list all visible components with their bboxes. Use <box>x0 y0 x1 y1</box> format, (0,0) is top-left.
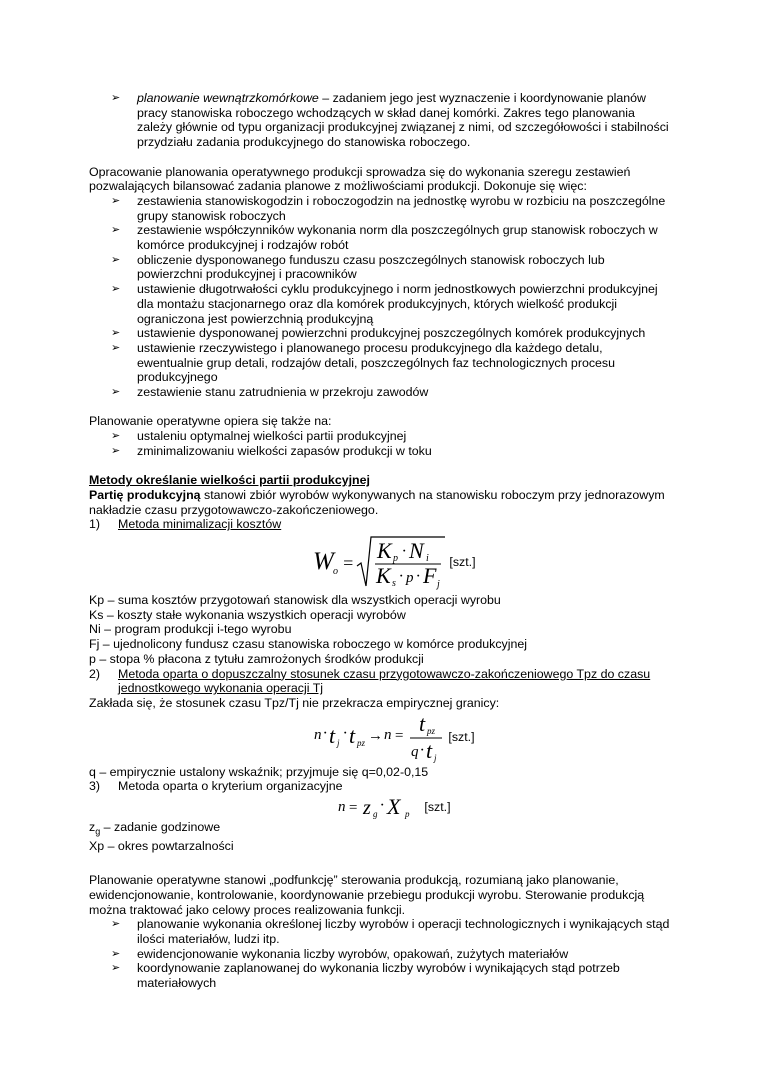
formula-wo <box>89 534 672 590</box>
list-item-text: obliczenie dysponowanego funduszu czasu poszczególnych stanowisk roboczych lub powierzchni produkcyjnej i pracowników <box>137 252 605 282</box>
legend-text: – okres powtarzalności <box>104 839 234 854</box>
list-item <box>89 282 672 326</box>
list-item-text: zminimalizowaniu wielkości zapasów produkcji w toku <box>137 443 432 458</box>
arrow-bullet-icon: ➢ <box>111 92 121 104</box>
formula-legend-line: Ks – koszty stałe wykonania wszystkich operacji wyrobów <box>89 607 406 622</box>
svg-text:X: X <box>387 794 401 820</box>
method-heading <box>89 667 672 696</box>
svg-text:n: n <box>338 799 346 816</box>
list-item-text: zestawienie współczynników wykonania norm dla poszczególnych grup stanowisk roboczych w komórce produkcyjnej i rodzajów robót <box>137 223 658 253</box>
arrow-bullet-icon: ➢ <box>111 444 121 457</box>
formula-zg-graphic <box>338 794 420 820</box>
method-title: Metoda oparta o dopuszczalny stosunek czasu przygotowawczo-zakończeniowego Tpz do czasu jednostkowego wykonania operacji Tj <box>118 666 651 696</box>
svg-text:→: → <box>368 727 384 744</box>
svg-text:t: t <box>349 722 356 748</box>
list-item <box>89 341 672 385</box>
arrow-bullet-icon: ➢ <box>111 341 121 354</box>
steering-list <box>89 917 672 991</box>
svg-text:·: · <box>420 741 425 759</box>
arrow-bullet-icon: ➢ <box>111 194 121 207</box>
definition-term: Partię produkcyjną <box>89 487 201 502</box>
basis-list <box>89 429 672 458</box>
arrow-bullet-icon: ➢ <box>111 386 121 399</box>
arrow-bullet-icon: ➢ <box>111 253 121 266</box>
list-item-text: ustawienie długotrwałości cyklu produkcyjnego i norm jednostkowych powierzchni produkcyjnej dla montażu stacjonarnego oraz dla komórek produkcyjnych, których wielkość produkcji ograniczona jest powierzchnią produkcyjną <box>137 282 658 326</box>
svg-text:=: = <box>348 800 359 817</box>
paragraph: Planowanie operatywne opiera się także na: <box>89 414 332 429</box>
statements-list <box>89 194 672 400</box>
paragraph: Zakłada się, że stosunek czasu Tpz/Tj nie przekracza empirycznej granicy: <box>89 695 500 710</box>
list-item-text: koordynowanie zaplanowanej do wykonania liczby wyrobów i wynikających stąd potrzeb materiałowych <box>137 961 620 991</box>
formula-legend <box>89 593 672 667</box>
formula-legend-line: p – stopa % płacona z tytułu zamrożonych środków produkcji <box>89 651 424 666</box>
formula-unit: [szt.] <box>449 554 476 569</box>
svg-text:j: j <box>337 737 340 748</box>
legend-subscript: g <box>95 826 101 837</box>
arrow-bullet-icon: ➢ <box>111 327 121 340</box>
list-item <box>89 223 672 252</box>
list-item-text: ustawienie rzeczywistego i planowanego procesu produkcyjnego dla każdego detalu, ewentualnie grup detali, rodzajów detali, poszczególnych faz technologicznych procesu produkcyjnego <box>137 340 616 385</box>
method-title: Metoda minimalizacji kosztów <box>118 517 282 532</box>
svg-text:K: K <box>376 563 392 589</box>
list-item <box>89 947 672 962</box>
list-item-text: ustaleniu optymalnej wielkości partii produkcyjnej <box>137 429 407 444</box>
svg-text:F: F <box>423 563 437 589</box>
legend-symbol: z <box>89 820 96 835</box>
paragraph: Planowanie operatywne stanowi „podfunkcję” sterowania produkcją, rozumianą jako planowanie, ewidencjonowanie, kontrolowanie, koordynowanie przebiegu produkcji wyrobu. Sterowanie produkcją można traktować jako celowy proces realizowania funkcji. <box>89 873 645 917</box>
formula-n <box>89 713 672 763</box>
svg-text:j: j <box>437 579 441 591</box>
arrow-bullet-icon: ➢ <box>111 962 121 975</box>
svg-text:t: t <box>426 737 433 763</box>
arrow-bullet-icon: ➢ <box>111 947 121 960</box>
svg-text:t: t <box>329 722 336 748</box>
svg-text:·: · <box>416 568 421 586</box>
formula-unit: [szt.] <box>448 730 475 745</box>
svg-text:·: · <box>323 724 328 742</box>
intro-text: – zadaniem jego jest wyznaczenie i koordynowanie planów pracy stanowiska roboczego wchodzących w skład danej komórki. Zakres tego planowania zależy głównie od typu organizacji produkcyjnej związanej z nimi, od szczegółowości i stabilności przydziału zadania produkcyjnego do stanowiska roboczego. <box>137 91 669 150</box>
svg-text:s: s <box>392 578 397 590</box>
arrow-bullet-icon: ➢ <box>111 283 121 296</box>
arrow-bullet-icon: ➢ <box>111 918 121 931</box>
formula-legend <box>89 820 672 858</box>
svg-text:j: j <box>434 752 437 763</box>
svg-text:·: · <box>343 724 348 742</box>
svg-text:o: o <box>333 566 339 578</box>
list-item-text: ewidencjonowanie wykonania liczby wyrobów, opakowań, zużytych materiałów <box>137 946 569 961</box>
svg-text:q: q <box>411 743 419 760</box>
list-item <box>89 253 672 282</box>
method-title: Metoda oparta o kryterium organizacyjne <box>118 779 343 794</box>
formula-wo-graphic <box>313 534 445 590</box>
method-number: 3) <box>89 779 101 794</box>
formula-legend-line <box>89 839 672 858</box>
formula-legend-line: q – empirycznie ustalony wskaźnik; przyjmuje się q=0,02-0,15 <box>89 764 429 779</box>
definition <box>89 488 672 517</box>
svg-text:·: · <box>402 543 407 561</box>
svg-text:K: K <box>377 538 393 564</box>
svg-text:n: n <box>384 726 392 743</box>
arrow-bullet-icon: ➢ <box>111 224 121 237</box>
list-item-text: zestawienia stanowiskogodzin i roboczogodzin na jednostkę wyrobu w rozbiciu na poszczególne grupy stanowisk roboczych <box>137 193 666 223</box>
formula-n-graphic <box>314 713 444 763</box>
formula-zg <box>89 794 672 820</box>
svg-text:·: · <box>399 568 404 586</box>
intro-list <box>89 91 672 150</box>
list-item-text: planowanie wykonania określonej liczby wyrobów i operacji technologicznych i wynikających stąd ilości materiałów, ludzi itp. <box>137 917 670 946</box>
formula-legend-line: Kp – suma kosztów przygotowań stanowisk dla wszystkich operacji wyrobu <box>89 593 501 608</box>
list-item <box>89 326 672 341</box>
formula-legend-line <box>89 820 672 839</box>
svg-text:=: = <box>394 727 405 744</box>
list-item <box>89 961 672 990</box>
list-item <box>89 385 672 400</box>
list-item-text: zestawienie stanu zatrudnienia w przekroju zawodów <box>137 385 429 400</box>
svg-text:p: p <box>406 570 414 587</box>
method-heading <box>89 517 672 532</box>
svg-text:·: · <box>380 797 385 815</box>
formula-legend-line: Ni – program produkcji i-tego wyrobu <box>89 622 292 637</box>
method-heading <box>89 779 672 794</box>
formula-legend-line: Fj – ujednolicony fundusz czasu stanowiska roboczego w komórce produkcyjnej <box>89 637 528 652</box>
svg-text:t: t <box>419 712 426 736</box>
svg-text:pz: pz <box>357 737 366 748</box>
svg-text:i: i <box>426 553 430 565</box>
svg-text:p: p <box>405 809 410 820</box>
section-heading: Metody określanie wielkości partii produkcyjnej <box>89 473 370 488</box>
list-item <box>89 194 672 223</box>
list-item-text: ustawienie dysponowanej powierzchni produkcyjnej poszczególnych komórek produkcyjnych <box>137 326 646 341</box>
method-number: 2) <box>89 666 101 681</box>
svg-text:n: n <box>314 726 322 743</box>
svg-text:N: N <box>409 538 425 564</box>
list-item <box>89 444 672 459</box>
list-item <box>89 917 672 946</box>
list-item <box>89 429 672 444</box>
formula-unit: [szt.] <box>424 799 451 814</box>
legend-text: – zadanie godzinowe <box>100 820 221 835</box>
svg-text:W: W <box>313 548 335 576</box>
method-number: 1) <box>89 517 101 532</box>
svg-text:=: = <box>342 553 355 574</box>
svg-text:pz: pz <box>427 725 436 736</box>
svg-text:p: p <box>393 553 399 565</box>
paragraph: Opracowanie planowania operatywnego produkcji sprowadza się do wykonania szeregu zestawień pozwalających bilansować zadania planowe z możliwościami produkcji. Dokonuje się więc: <box>89 164 631 194</box>
arrow-bullet-icon: ➢ <box>111 430 121 443</box>
svg-text:g: g <box>373 809 378 820</box>
list-item <box>89 91 672 150</box>
definition-text: stanowi zbiór wyrobów wykonywanych na stanowisku roboczym przy jednorazowym nakładzie czasu przygotowawczo-zakończeniowego. <box>89 487 665 517</box>
intro-term: planowanie wewnątrzkomórkowe <box>137 91 319 105</box>
svg-text:z: z <box>363 797 372 820</box>
legend-symbol: Xp <box>89 839 105 854</box>
